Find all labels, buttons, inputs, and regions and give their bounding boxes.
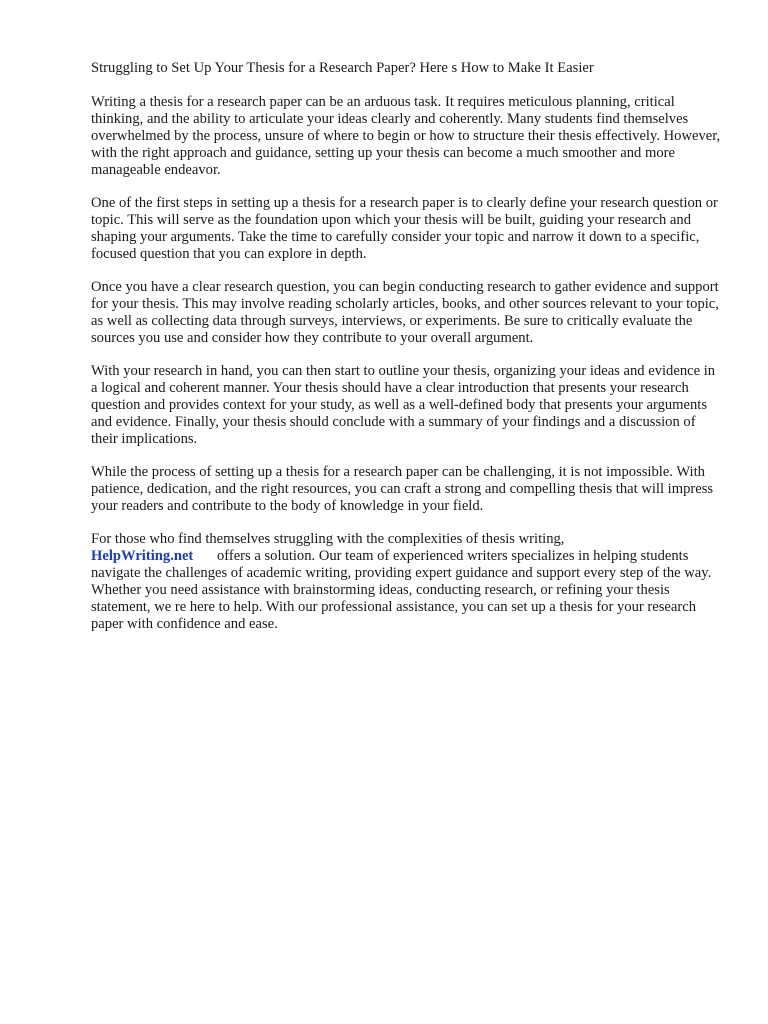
paragraph-4: With your research in hand, you can then start to outline your thesis, organizing your ideas and evidence in a logical and coherent manner. Your thesis should have a clear introduction that presents your research question and provides context for your study, as well as a well-defined body that presents your arguments and evidence. Finally, your thesis should conclude with a summary of your findings and a discussion of their implications.	[91, 363, 716, 447]
document-page	[91, 60, 721, 649]
closing-text-after-link: offers a solution. Our team of experienced writers specializes in helping students navigate the challenges of academic writing, providing expert guidance and support every step of the way. Whether you need assistance with brainstorming ideas, conducting research, or refining your thesis statement, we re here to help. With our professional assistance, you can set up a thesis for your research paper with confidence and ease.	[91, 548, 712, 632]
helpwriting-link[interactable]: HelpWriting.net	[91, 548, 194, 565]
closing-paragraph	[91, 531, 721, 632]
closing-text-before-link: For those who find themselves struggling with the complexities of thesis writing,	[91, 531, 565, 548]
paragraph-5: While the process of setting up a thesis for a research paper can be challenging, it is not impossible. With patience, dedication, and the right resources, you can craft a strong and compelling thesis that will impress your readers and contribute to the body of knowledge in your field.	[91, 464, 714, 515]
paragraph-3: Once you have a clear research question, you can begin conducting research to gather evidence and support for your thesis. This may involve reading scholarly articles, books, and other sources relevant to your topic, as well as collecting data through surveys, interviews, or experiments. Be sure to critically evaluate the sources you use and consider how they contribute to your overall argument.	[91, 279, 719, 346]
paragraph-2: One of the first steps in setting up a thesis for a research paper is to clearly define your research question or topic. This will serve as the foundation upon which your thesis will be built, guiding your research and shaping your arguments. Take the time to carefully consider your topic and narrow it down to a specific, focused question that you can explore in depth.	[91, 194, 718, 262]
paragraph-1: Writing a thesis for a research paper can be an arduous task. It requires meticulous planning, critical thinking, and the ability to articulate your ideas clearly and coherently. Many students find themselves overwhelmed by the process, unsure of where to begin or how to structure their thesis effectively. However, with the right approach and guidance, setting up your thesis can become a much smoother and more manageable endeavor.	[91, 93, 721, 178]
document-title: Struggling to Set Up Your Thesis for a Research Paper? Here s How to Make It Easier	[91, 60, 594, 76]
